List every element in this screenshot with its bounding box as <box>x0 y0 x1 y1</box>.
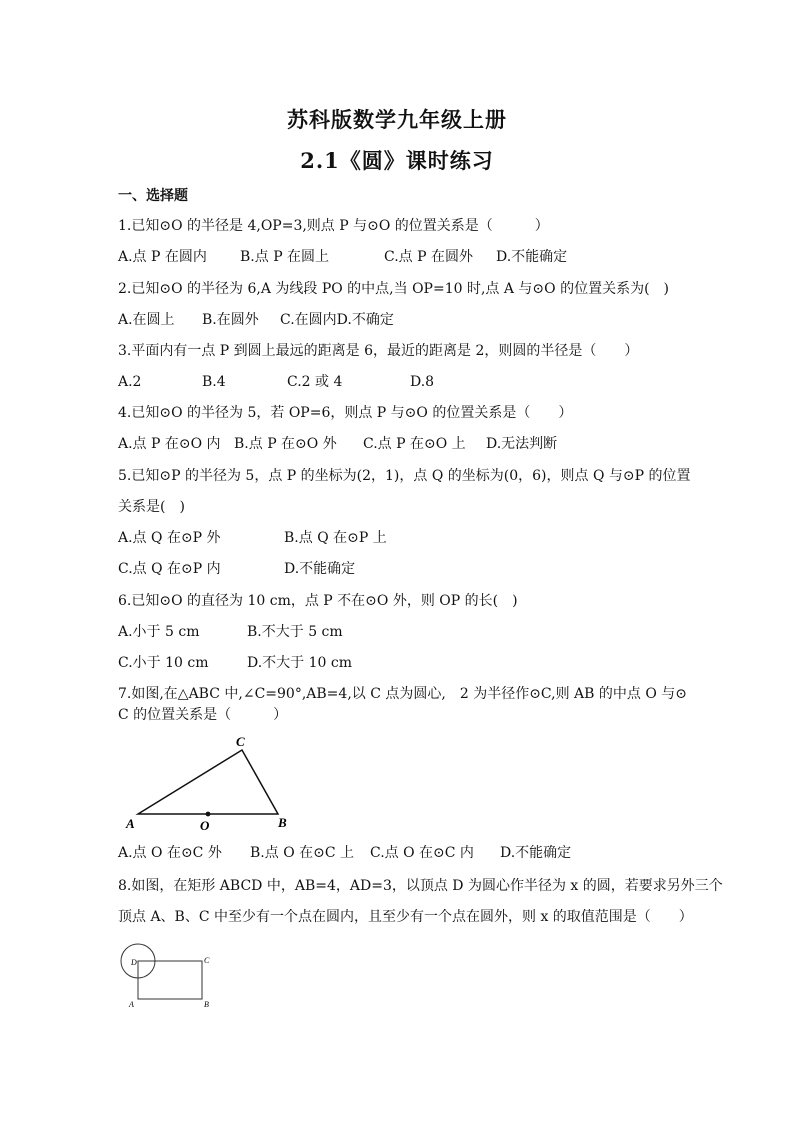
question-5-option-a: A.点 Q 在⊙P 外 <box>118 530 221 546</box>
rectangle-label-a: A <box>129 1000 134 1009</box>
question-4-stem: 4.已知⊙O 的半径为 5，若 OP=6，则点 P 与⊙O 的位置关系是（ ） <box>118 405 573 421</box>
question-5-option-d: D.不能确定 <box>284 561 356 577</box>
question-4-option-a: A.点 P 在⊙O 内 <box>118 436 221 452</box>
triangle-label-c: C <box>236 734 245 749</box>
midpoint-o-dot <box>206 812 211 817</box>
question-3-option-b: B.4 <box>202 374 226 390</box>
question-7-stem-line-1: 7.如图,在△ABC 中,∠C=90°,AB=4,以 C 点为圆心, 2 为半径作⊙C,则 AB 的中点 O 与⊙ <box>118 686 687 702</box>
question-6-option-c: C.小于 10 cm <box>118 655 209 671</box>
rectangle-figure <box>118 938 218 1010</box>
triangle-abc-outline <box>138 750 278 814</box>
document-subtitle: 2.1《圆》课时练习 <box>300 148 494 173</box>
question-4-option-d: D.无法判断 <box>486 436 558 452</box>
rectangle-label-c: C <box>204 956 210 965</box>
triangle-label-o: O <box>200 818 210 833</box>
question-2-option-b: B.在圆外 <box>202 312 259 328</box>
question-1-option-d: D.不能确定 <box>496 249 568 265</box>
question-8-stem-line-2: 顶点 A、B、C 中至少有一个点在圆内，且至少有一个点在圆外，则 x 的取值范围是（ ） <box>118 909 693 925</box>
question-2-option-cd: C.在圆内D.不确定 <box>280 312 394 328</box>
question-7-option-b: B.点 O 在⊙C 上 <box>250 845 355 861</box>
question-5-option-c: C.点 Q 在⊙P 内 <box>118 561 221 577</box>
triangle-figure <box>118 732 298 836</box>
section-heading: 一、选择题 <box>118 188 188 204</box>
question-7-option-d: D.不能确定 <box>500 845 572 861</box>
question-7-option-c: C.点 O 在⊙C 内 <box>370 845 474 861</box>
rectangle-abcd-outline <box>138 961 202 999</box>
question-4-option-b: B.点 P 在⊙O 外 <box>234 436 337 452</box>
triangle-label-a: A <box>126 816 135 831</box>
question-1-option-c: C.点 P 在圆外 <box>384 249 473 265</box>
question-1-stem: 1.已知⊙O 的半径是 4,OP=3,则点 P 与⊙O 的位置关系是（ ） <box>118 218 549 234</box>
question-6-option-d: D.不大于 10 cm <box>247 655 353 671</box>
question-3-option-c: C.2 或 4 <box>287 374 343 390</box>
triangle-label-b: B <box>278 815 287 830</box>
rectangle-label-d: D <box>131 958 137 967</box>
question-6-stem: 6.已知⊙O 的直径为 10 cm，点 P 不在⊙O 外，则 OP 的长( ) <box>118 593 518 609</box>
question-8-stem-line-1: 8.如图，在矩形 ABCD 中，AB=4，AD=3，以顶点 D 为圆心作半径为 x 的圆，若要求另外三个 <box>118 878 723 894</box>
question-5-option-b: B.点 Q 在⊙P 上 <box>284 530 387 546</box>
question-3-stem: 3.平面内有一点 P 到圆上最远的距离是 6，最近的距离是 2，则圆的半径是（ ） <box>118 343 639 359</box>
question-4-option-c: C.点 P 在⊙O 上 <box>363 436 466 452</box>
rectangle-label-b: B <box>204 1000 209 1009</box>
question-6-option-a: A.小于 5 cm <box>118 624 200 640</box>
question-1-option-b: B.点 P 在圆上 <box>240 249 330 265</box>
question-7-stem-line-2: C 的位置关系是（ ） <box>118 707 288 723</box>
question-5-stem-line-2: 关系是( ) <box>118 499 185 515</box>
question-5-stem-line-1: 5.已知⊙P 的半径为 5，点 P 的坐标为(2，1)，点 Q 的坐标为(0，6)，则点 Q 与⊙P 的位置 <box>118 468 691 484</box>
question-7-option-a: A.点 O 在⊙C 外 <box>118 845 222 861</box>
document-title: 苏科版数学九年级上册 <box>287 107 507 132</box>
question-3-option-a: A.2 <box>118 374 142 390</box>
question-3-option-d: D.8 <box>410 374 435 390</box>
question-1-option-a: A.点 P 在圆内 <box>118 249 207 265</box>
question-6-option-b: B.不大于 5 cm <box>247 624 343 640</box>
question-2-option-a: A.在圆上 <box>118 312 175 328</box>
question-2-stem: 2.已知⊙O 的半径为 6,A 为线段 PO 的中点,当 OP=10 时,点 A 与⊙O 的位置关系为( ) <box>118 281 670 297</box>
